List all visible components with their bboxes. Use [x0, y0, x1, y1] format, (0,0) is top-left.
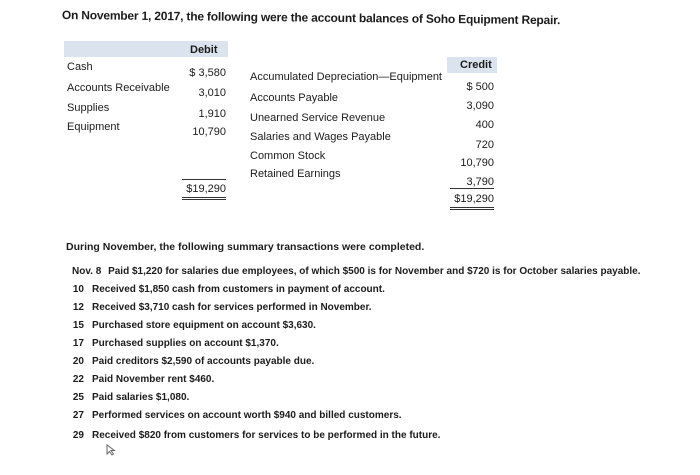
pointer-cursor-icon: [106, 444, 116, 458]
transaction-date: 12: [72, 302, 84, 313]
transaction-text: Purchased store equipment on account $3,630.: [92, 320, 316, 331]
credit-account-amount: 3,090: [466, 100, 494, 112]
credit-total-double-rule: [450, 207, 494, 210]
transaction-text: Received $3,710 cash for services performed in November.: [92, 302, 372, 313]
transaction-date: Nov. 8: [72, 266, 102, 277]
credit-account-name: Retained Earnings: [250, 168, 341, 180]
transaction-date: 17: [72, 338, 84, 349]
debit-account-amount: 1,910: [198, 108, 226, 120]
debit-account-amount: 3,010: [198, 87, 226, 99]
intro-text: On November 1, 2017, the following were the account balances of Soho Equipment Repair.: [61, 8, 561, 28]
transaction-text: Paid November rent $460.: [92, 374, 215, 385]
transaction-text: Paid $1,220 for salaries due employees, of which $500 is for November and $720 is for October salaries payable.: [108, 266, 641, 277]
transaction-item: [66, 320, 316, 331]
transaction-item: [66, 374, 214, 385]
transaction-date: 10: [72, 284, 84, 295]
transaction-date: 15: [72, 320, 84, 331]
debit-total: $19,290: [186, 183, 226, 195]
credit-account-name: Accounts Payable: [250, 92, 339, 104]
transaction-date: 22: [72, 374, 84, 385]
credit-account-amount: 3,790: [466, 176, 494, 188]
credit-account-name: Salaries and Wages Payable: [250, 131, 391, 143]
credit-column-header: Credit: [460, 59, 492, 71]
credit-account-name: Common Stock: [250, 150, 326, 162]
transaction-date: 20: [72, 356, 84, 367]
debit-column-header: Debit: [190, 44, 218, 56]
transaction-item: [66, 284, 385, 295]
debit-total-rule: [182, 179, 226, 180]
transaction-item: [66, 302, 372, 313]
transaction-item: [66, 410, 402, 421]
transaction-item: [66, 356, 314, 367]
credit-account-amount: 720: [475, 139, 494, 151]
debit-account-name: Supplies: [67, 102, 110, 114]
transaction-date: 25: [72, 392, 84, 403]
debit-total-double-rule: [182, 197, 226, 200]
transaction-item: [66, 338, 279, 349]
transaction-item: [72, 266, 641, 277]
transactions-intro: During November, the following summary transactions were completed.: [66, 241, 425, 253]
transaction-date: 29: [72, 430, 84, 441]
credit-total-rule: [450, 188, 494, 189]
transaction-text: Paid creditors $2,590 of accounts payable due.: [92, 356, 315, 367]
transaction-date: 27: [72, 410, 84, 421]
transaction-item: [66, 430, 440, 441]
debit-account-amount: 10,790: [192, 126, 226, 138]
debit-account-name: Equipment: [67, 121, 120, 133]
transaction-item: [66, 392, 189, 403]
transaction-text: Received $1,850 cash from customers in payment of account.: [92, 284, 385, 295]
transaction-text: Purchased supplies on account $1,370.: [92, 338, 279, 349]
debit-account-amount: $ 3,580: [189, 67, 226, 79]
transaction-text: Received $820 from customers for services to be performed in the future.: [92, 430, 441, 441]
credit-account-amount: 400: [475, 119, 494, 131]
transaction-text: Performed services on account worth $940 and billed customers.: [92, 410, 402, 421]
debit-account-name: Cash: [67, 61, 93, 73]
credit-account-amount: $ 500: [466, 81, 494, 93]
credit-account-amount: 10,790: [460, 157, 494, 169]
credit-total: $19,290: [454, 193, 494, 205]
credit-account-name: Unearned Service Revenue: [250, 112, 386, 124]
transaction-text: Paid salaries $1,080.: [92, 392, 190, 403]
debit-account-name: Accounts Receivable: [67, 82, 170, 94]
credit-account-name: Accumulated Depreciation—Equipment: [250, 71, 442, 83]
